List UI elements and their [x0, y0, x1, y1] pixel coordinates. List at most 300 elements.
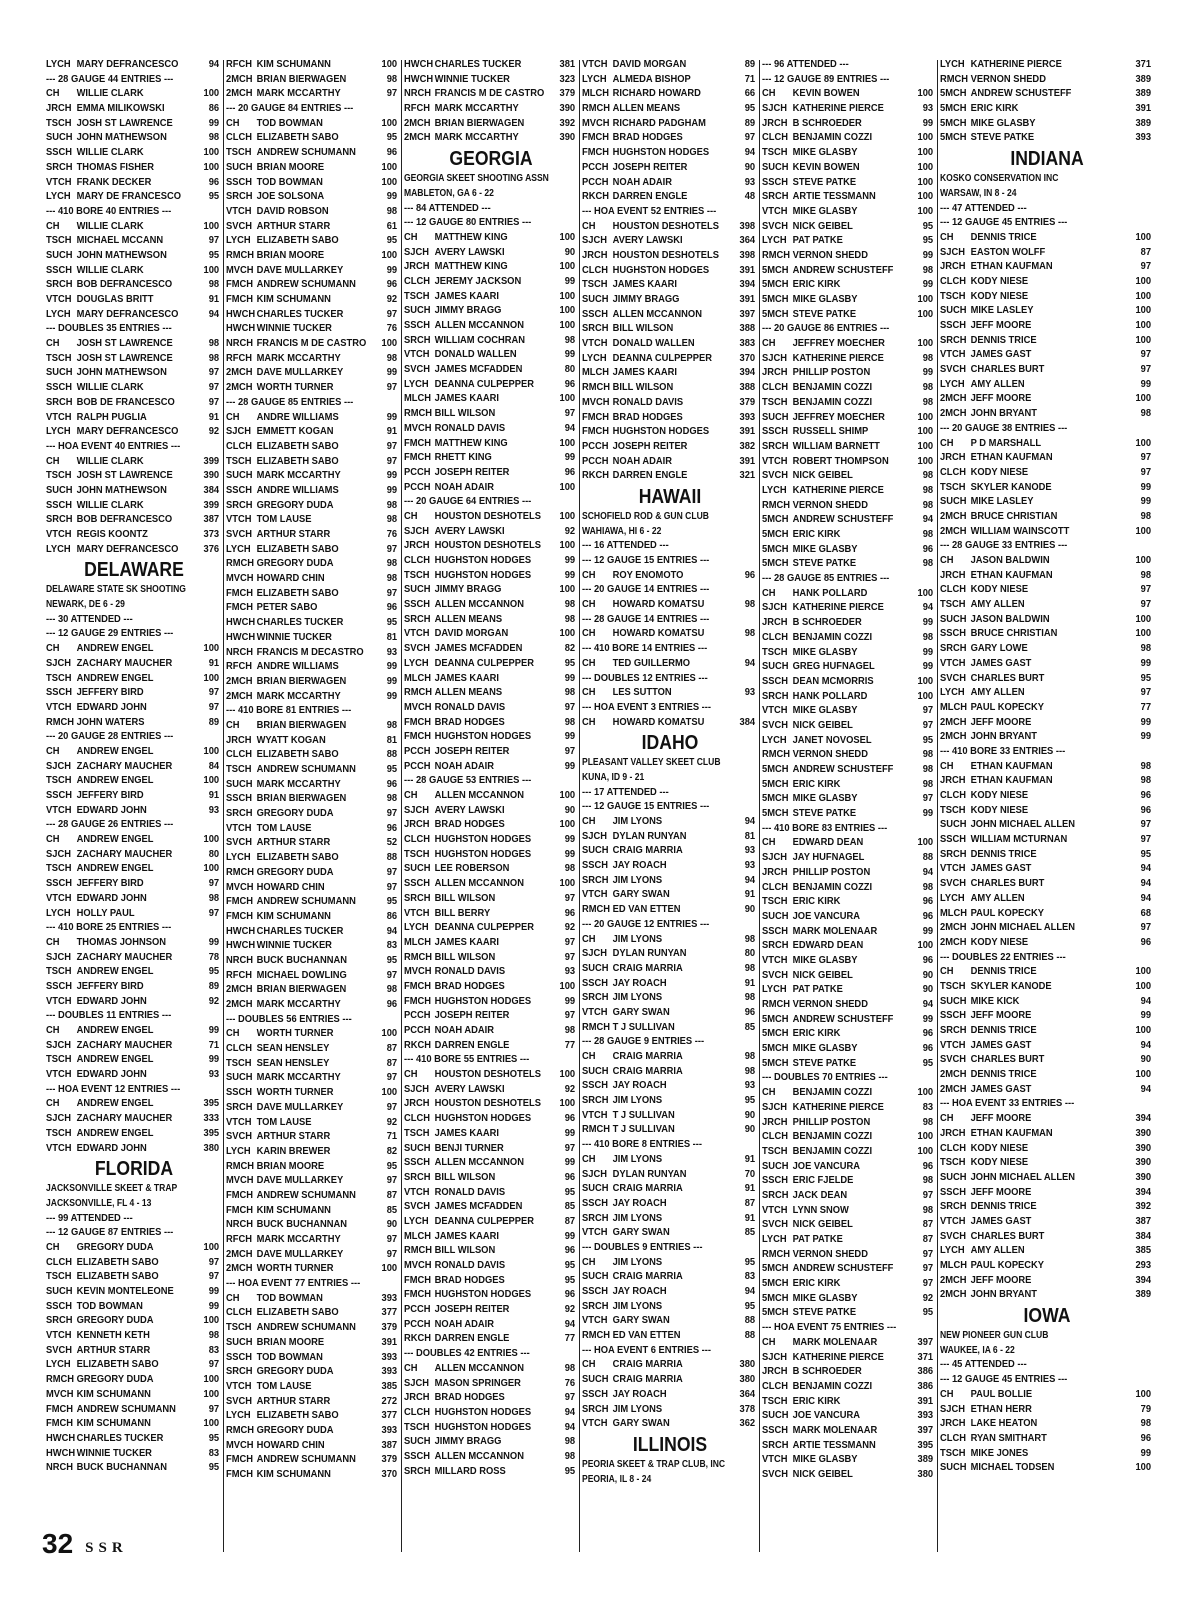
event-header: --- HOA EVENT 40 ENTRIES --- [46, 440, 181, 452]
class-code: 5MCH [762, 308, 789, 320]
class-code: RMCH [404, 951, 433, 963]
class-code: PCCH [404, 760, 431, 772]
score: 89 [744, 59, 756, 70]
shooter-name: AMY ALLEN [970, 1245, 1025, 1257]
class-code: SUCH [582, 962, 609, 974]
class-code: JRCH [582, 249, 608, 261]
score: 100 [559, 584, 576, 596]
score: 100 [203, 643, 220, 655]
shooter-name: EDWARD JOHN [76, 995, 147, 1007]
score: 95 [208, 1432, 220, 1444]
class-code: MLCH [940, 701, 968, 713]
class-code: CH [582, 599, 596, 611]
shooter-name: TED GUILLERMO [612, 657, 691, 669]
result-row [46, 308, 222, 323]
shooter-name: ARTIE TESSMANN [792, 191, 876, 203]
shooter-name: JOHN MICHAEL ALLEN [970, 922, 1076, 934]
shooter-name: JEFF MOORE [970, 1186, 1032, 1198]
result-row [762, 352, 936, 367]
result-row [940, 363, 1154, 378]
shooter-name: KIM SCHUMANN [76, 1388, 151, 1400]
score: 94 [922, 999, 934, 1010]
result-row [226, 1395, 400, 1410]
result-row [404, 1039, 578, 1054]
result-row [226, 1189, 400, 1204]
result-row [404, 1288, 578, 1303]
class-code: VTCH [46, 995, 72, 1007]
score: 99 [208, 117, 220, 129]
score: 94 [564, 1406, 576, 1418]
shooter-name: DEANNA CULPEPPER [434, 657, 535, 669]
class-code: SJCH [582, 948, 607, 960]
class-code: LYCH [226, 1145, 251, 1157]
class-code: LYCH [762, 984, 787, 996]
class-code: SSCH [762, 1175, 788, 1187]
shooter-name: DAVE MULLARKEY [256, 1175, 344, 1187]
class-code: CLCH [404, 1113, 430, 1125]
result-row [404, 87, 578, 102]
score: 100 [917, 940, 934, 952]
shooter-name: ELIZABETH SABO [76, 1271, 159, 1283]
class-code: MLCH [404, 1230, 432, 1242]
class-code: HWCH [226, 940, 256, 952]
score: 393 [1135, 132, 1152, 144]
score: 99 [922, 646, 934, 658]
shooter-name: DENNIS TRICE [970, 1069, 1037, 1081]
state-heading: ILLINOIS [632, 1433, 708, 1456]
shooter-name: BILL WILSON [612, 323, 674, 335]
class-code: LYCH [226, 1410, 251, 1422]
score: 94 [744, 657, 756, 669]
result-row [762, 440, 936, 455]
shooter-name: JAMES KAARI [434, 393, 500, 405]
event-header: --- DOUBLES 12 ENTRIES --- [582, 672, 708, 684]
class-code: VTCH [46, 701, 72, 713]
shooter-name: MIKE JONES [970, 1447, 1029, 1459]
class-code: SRCH [404, 334, 431, 346]
score: 100 [559, 393, 576, 405]
result-row [226, 366, 400, 381]
shooter-name: HOUSTON DESHOTELS [434, 1069, 541, 1081]
score: 96 [386, 279, 398, 291]
class-code: SVCH [940, 1230, 966, 1242]
result-row [940, 569, 1154, 584]
event-header: --- 28 GAUGE 26 ENTRIES --- [46, 819, 174, 831]
score: 100 [1135, 231, 1152, 243]
event-header: --- 410 BORE 14 ENTRIES --- [582, 643, 708, 655]
shooter-name: BUCK BUCHANNAN [76, 1462, 167, 1474]
score: 100 [1135, 1462, 1152, 1474]
score: 99 [386, 264, 398, 276]
score: 97 [208, 367, 220, 379]
score: 97 [564, 1392, 576, 1404]
class-code: 2MCH [226, 367, 253, 379]
result-row [226, 983, 400, 998]
shooter-name: PAUL KOPECKY [970, 1260, 1045, 1271]
result-row [762, 675, 936, 690]
class-code: 2MCH [226, 675, 253, 687]
class-code: 2MCH [940, 716, 967, 728]
shooter-name: FRANCIS M DECASTRO [256, 646, 364, 658]
shooter-name: ETHAN KAUFMAN [970, 452, 1053, 464]
score: 90 [922, 984, 934, 996]
class-code: 2MCH [226, 88, 253, 100]
score: 100 [203, 1388, 220, 1400]
score: 390 [203, 470, 220, 482]
class-code: CH [46, 338, 60, 350]
class-code: SUCH [404, 1142, 431, 1154]
score: 98 [564, 716, 576, 728]
shooter-name: STEVE PATKE [792, 558, 857, 570]
shooter-name: KODY NIESE [970, 1142, 1029, 1154]
class-code: JRCH [404, 540, 430, 552]
result-row [226, 1233, 400, 1248]
result-row [226, 1204, 400, 1219]
score: 97 [386, 1101, 398, 1113]
result-row [46, 686, 222, 701]
score: 77 [564, 1333, 576, 1345]
shooter-name: GREGORY DUDA [76, 1374, 154, 1386]
result-row [226, 616, 400, 631]
score: 99 [564, 760, 576, 772]
class-code: JRCH [762, 866, 788, 878]
shooter-name: JIMMY BRAGG [434, 584, 502, 596]
shooter-name: ANDREW SCHUSTEFF [792, 1263, 894, 1275]
score: 98 [564, 1025, 576, 1036]
class-code: 5MCH [940, 103, 967, 115]
class-code: 2MCH [940, 408, 967, 420]
class-code: TSCH [940, 980, 966, 992]
result-row [226, 1145, 400, 1160]
shooter-name: JEFF MOORE [970, 1274, 1032, 1286]
shooter-name: WORTH TURNER [256, 1087, 334, 1099]
result-row [226, 87, 400, 102]
shooter-name: VERNON SHEDD [970, 73, 1046, 85]
score: 389 [1135, 73, 1152, 85]
result-row [940, 642, 1154, 657]
class-code: VTCH [762, 1454, 788, 1466]
shooter-name: HOUSTON DESHOTELS [434, 540, 541, 552]
shooter-name: VERNON SHEDD [792, 749, 868, 761]
class-code: 5MCH [762, 1028, 789, 1040]
class-code: TSCH [404, 290, 430, 302]
shooter-name: MARK MCCARTHY [256, 690, 341, 702]
shooter-name: HOUSTON DESHOTELS [612, 220, 719, 232]
shooter-name: B SCHROEDER [792, 1366, 862, 1378]
score: 96 [564, 1289, 576, 1301]
shooter-name: HUGHSTON HODGES [434, 731, 532, 743]
shooter-name: ERIC KIRK [792, 279, 841, 291]
shooter-name: WILLIE CLARK [76, 220, 144, 232]
score: 393 [739, 411, 756, 423]
state-heading: IDAHO [641, 732, 699, 755]
score: 95 [744, 1300, 756, 1312]
shooter-name: WINNIE TUCKER [256, 323, 332, 335]
result-row [582, 469, 758, 484]
shooter-name: JOE VANCURA [792, 1410, 860, 1422]
class-code: CH [226, 1292, 240, 1304]
shooter-name: BRAD HODGES [434, 1274, 505, 1286]
score: 100 [381, 176, 398, 188]
shooter-name: BILL WILSON [434, 1171, 496, 1183]
shooter-name: HUGHSTON HODGES [434, 848, 532, 860]
result-row [404, 363, 578, 378]
score: 97 [922, 705, 934, 717]
class-code: VTCH [226, 1116, 252, 1128]
state-heading: HAWAII [638, 485, 702, 508]
result-row [762, 969, 936, 984]
score: 100 [917, 205, 934, 217]
class-code: 2MCH [940, 525, 967, 537]
class-code: CH [762, 88, 776, 100]
score: 386 [917, 1366, 934, 1378]
score: 91 [744, 977, 756, 989]
result-row [940, 481, 1154, 496]
class-code: PCCH [404, 1304, 431, 1316]
class-code: RFCH [226, 1234, 252, 1245]
shooter-name: HUGHSTON HODGES [434, 1113, 532, 1125]
class-code: SRCH [46, 279, 73, 291]
score: 93 [922, 103, 934, 115]
score: 95 [922, 235, 934, 247]
result-row [404, 1362, 578, 1377]
score: 98 [922, 1175, 934, 1187]
class-code: FMCH [226, 294, 254, 305]
score: 100 [1135, 555, 1152, 566]
score: 395 [203, 1098, 220, 1110]
result-row [404, 539, 578, 554]
result-row [46, 862, 222, 877]
shooter-name: JAY ROACH [612, 977, 667, 989]
result-row [582, 293, 758, 308]
class-code: SUCH [940, 496, 967, 508]
shooter-name: FRANCIS M DE CASTRO [256, 338, 367, 350]
shooter-name: ANDREW SCHUMANN [256, 147, 356, 159]
result-row [226, 1262, 400, 1277]
shooter-name: PETER SABO [256, 602, 318, 614]
shooter-name: ED VAN ETTEN [612, 904, 681, 916]
shooter-name: WILLIE CLARK [76, 147, 144, 159]
shooter-name: ALLEN MEANS [612, 103, 681, 115]
shooter-name: NOAH ADAIR [612, 176, 672, 188]
score: 97 [1140, 349, 1152, 361]
score: 95 [922, 734, 934, 746]
event-header: --- 28 GAUGE 85 ENTRIES --- [226, 396, 354, 408]
result-row [582, 102, 758, 117]
result-row [46, 499, 222, 514]
score: 388 [739, 323, 756, 335]
score: 95 [208, 191, 220, 203]
shooter-name: ANDREW ENGEL [76, 745, 154, 757]
class-code: JRCH [762, 617, 788, 629]
score: 98 [1140, 643, 1152, 655]
score: 99 [386, 191, 398, 203]
class-code: SRCH [582, 1403, 609, 1415]
class-code: FMCH [226, 1454, 254, 1466]
class-code: NRCH [46, 1462, 74, 1474]
shooter-name: BUCK BUCHANNAN [256, 1219, 347, 1231]
shooter-name: JAMES GAST [970, 1215, 1032, 1227]
class-code: PCCH [404, 466, 431, 478]
score: 99 [564, 1230, 576, 1242]
score: 379 [381, 1322, 398, 1334]
score: 96 [1140, 804, 1152, 816]
class-code: SJCH [582, 1168, 607, 1180]
class-code: CH [582, 1051, 596, 1062]
result-row [46, 1447, 222, 1462]
shooter-name: JIM LYONS [612, 1153, 663, 1165]
shooter-name: BENJAMIN COZZI [792, 1145, 873, 1157]
result-row [404, 554, 578, 569]
shooter-name: MIKE GLASBY [792, 147, 858, 159]
result-row [226, 308, 400, 323]
result-row [404, 583, 578, 598]
class-code: PCCH [404, 481, 431, 493]
shooter-name: JAY ROACH [612, 1286, 667, 1297]
shooter-name: CRAIG MARRIA [612, 1183, 683, 1195]
shooter-name: GREGORY DUDA [256, 558, 334, 570]
score: 379 [381, 1454, 398, 1466]
result-row [582, 308, 758, 323]
result-row [46, 995, 222, 1010]
score: 97 [386, 1072, 398, 1084]
score: 82 [564, 643, 576, 655]
shooter-name: DENNIS TRICE [970, 1025, 1037, 1036]
class-code: SUCH [940, 305, 967, 317]
class-code: CH [404, 510, 418, 522]
result-row [940, 716, 1154, 731]
event-header: --- 28 GAUGE 14 ENTRIES --- [582, 613, 710, 625]
class-code: HWCH [226, 925, 256, 937]
event-header: --- 28 GAUGE 9 ENTRIES --- [582, 1036, 705, 1048]
shooter-name: MARK MCCARTHY [256, 999, 341, 1010]
score: 94 [1140, 892, 1152, 904]
score: 95 [922, 1307, 934, 1319]
shooter-name: LAKE HEATON [970, 1418, 1038, 1430]
shooter-name: ARTIE TESSMANN [792, 1439, 876, 1451]
shooter-name: BRAD HODGES [434, 980, 505, 992]
result-row [46, 1112, 222, 1127]
score: 98 [208, 132, 220, 144]
club-info: WAUKEE, IA 6 - 22 [940, 1344, 1015, 1356]
class-code: CH [762, 587, 776, 599]
shooter-name: ERIC KIRK [970, 103, 1019, 115]
class-code: VTCH [940, 1039, 966, 1051]
event-header: --- DOUBLES 35 ENTRIES --- [46, 323, 172, 335]
score: 77 [564, 1039, 576, 1051]
shooter-name: ALLEN MCCANNON [434, 1157, 524, 1169]
event-header: --- 12 GAUGE 87 ENTRIES --- [46, 1227, 174, 1239]
score: 96 [564, 378, 576, 390]
result-row [762, 543, 936, 558]
score: 98 [922, 529, 934, 540]
class-code: RFCH [226, 969, 252, 981]
result-row [582, 249, 758, 264]
score: 98 [922, 484, 934, 496]
class-code: JRCH [226, 734, 252, 746]
shooter-name: ETHAN HERR [970, 1403, 1032, 1415]
class-code: MLCH [404, 672, 432, 684]
score: 96 [564, 907, 576, 919]
shooter-name: NICK GEIBEL [792, 220, 853, 232]
result-row [226, 352, 400, 367]
shooter-name: MIKE GLASBY [792, 793, 858, 805]
shooter-name: MARK MCCARTHY [434, 132, 519, 144]
result-row [940, 290, 1154, 305]
shooter-name: CHARLES BURT [970, 1230, 1045, 1242]
shooter-name: KATHERINE PIERCE [792, 352, 884, 364]
score: 94 [922, 866, 934, 878]
event-header: --- 28 GAUGE 44 ENTRIES --- [46, 73, 174, 85]
score: 97 [208, 1359, 220, 1371]
class-code: RMCH [404, 408, 433, 420]
class-code: FMCH [226, 279, 254, 291]
shooter-name: MIKE GLASBY [792, 1043, 858, 1055]
result-row [582, 73, 758, 88]
class-code: VTCH [940, 863, 966, 875]
class-code: SJCH [404, 246, 429, 258]
event-header: --- HOA EVENT 33 ENTRIES --- [940, 1098, 1075, 1110]
result-row [582, 1182, 758, 1197]
shooter-name: JAMES MCFADDEN [434, 364, 523, 376]
result-row [404, 525, 578, 540]
shooter-name: JEREMY JACKSON [434, 275, 522, 287]
class-code: CH [582, 1256, 596, 1268]
class-code: TSCH [940, 1157, 966, 1169]
class-code: MVCH [404, 422, 432, 434]
score: 95 [208, 966, 220, 978]
score: 99 [564, 275, 576, 287]
class-code: SRCH [404, 1465, 431, 1477]
class-code: JRCH [404, 1098, 430, 1110]
shooter-name: EDWARD JOHN [76, 892, 147, 904]
score: 98 [208, 892, 220, 904]
class-code: TSCH [940, 804, 966, 816]
shooter-name: HOWARD KOMATSU [612, 716, 705, 728]
event-header: --- DOUBLES 9 ENTRIES --- [582, 1241, 703, 1253]
shooter-name: CRAIG MARRIA [612, 1359, 683, 1371]
score: 100 [559, 790, 576, 801]
score: 100 [559, 819, 576, 831]
result-row [404, 1215, 578, 1230]
shooter-name: ANDREW ENGEL [76, 775, 154, 787]
shooter-name: EMMA MILIKOWSKI [76, 103, 165, 115]
score: 98 [922, 382, 934, 394]
result-row [762, 1468, 936, 1483]
page-footer [42, 1530, 128, 1558]
result-row [46, 469, 222, 484]
score: 95 [208, 1462, 220, 1474]
class-code: FMCH [404, 731, 432, 743]
shooter-name: GARY SWAN [612, 1227, 670, 1239]
shooter-name: HUGHSTON HODGES [434, 834, 532, 846]
result-row [940, 1156, 1154, 1171]
class-code: VTCH [582, 59, 608, 70]
result-row [46, 411, 222, 426]
score: 76 [386, 323, 398, 335]
class-code: CH [582, 657, 596, 669]
score: 52 [386, 837, 398, 849]
result-row [226, 557, 400, 572]
result-row [404, 862, 578, 877]
class-code: SRCH [762, 1439, 789, 1451]
result-row [582, 1050, 758, 1065]
shooter-name: EDWARD JOHN [76, 1069, 147, 1081]
shooter-name: RUSSELL SHIMP [792, 426, 869, 438]
score: 93 [564, 966, 576, 978]
shooter-name: B SCHROEDER [792, 617, 862, 629]
shooter-name: JIMMY BRAGG [434, 1436, 502, 1448]
